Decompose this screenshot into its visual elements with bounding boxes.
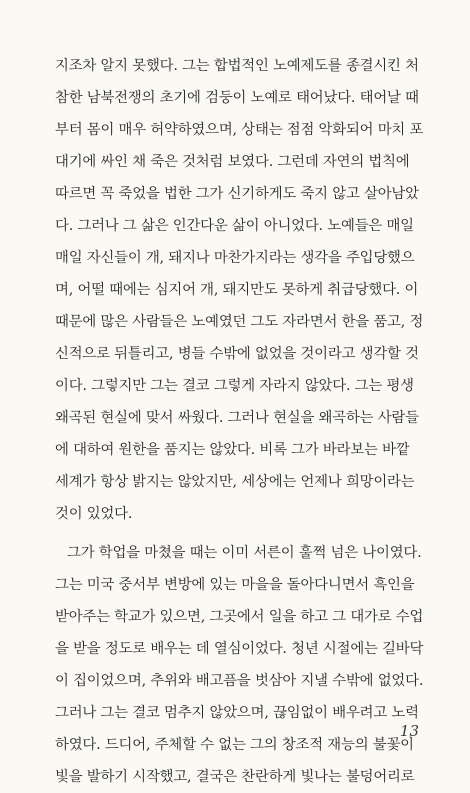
text-line: 이다. 그렇지만 그는 결코 그렇게 자라지 않았다. 그는 평생 bbox=[55, 378, 414, 394]
text-line: 그가 학업을 마쳤을 때는 이미 서른이 훌쩍 넘은 나이였다. bbox=[67, 545, 422, 561]
paragraph-1 bbox=[55, 50, 430, 530]
text-line: 며, 어떨 때에는 심지어 개, 돼지만도 못하게 취급당했다. 이 bbox=[55, 282, 419, 298]
text-line: 다. 그러나 그 삶은 인간다운 삶이 아니었다. 노예들은 매일 bbox=[55, 218, 414, 234]
text-line: 대기에 싸인 채 죽은 것처럼 보였다. 그런데 자연의 법칙에 bbox=[55, 154, 410, 170]
text-line: 부터 몸이 매우 허약하였으며, 상태는 점점 악화되어 마치 포 bbox=[55, 122, 424, 138]
text-line: 참한 남북전쟁의 초기에 검둥이 노예로 태어났다. 태어날 때 bbox=[55, 90, 419, 106]
text-line: 지조차 알지 못했다. 그는 합법적인 노예제도를 종결시킨 처 bbox=[55, 58, 419, 74]
text-line: 그러나 그는 결코 멈추지 않았으며, 끊임없이 배우려고 노력 bbox=[55, 705, 419, 721]
page-number: 13 bbox=[399, 722, 419, 740]
text-line: 빛을 발하기 시작했고, 결국은 찬란하게 빛나는 불덩어리로 bbox=[55, 769, 415, 785]
text-line: 이 집이었으며, 추위와 배고픔을 벗삼아 지낼 수밖에 없었다. bbox=[55, 673, 424, 689]
body-text bbox=[55, 50, 430, 793]
text-line: 것이 있었다. bbox=[55, 506, 133, 522]
text-line: 따르면 꼭 죽었을 법한 그가 신기하게도 죽지 않고 살아남았 bbox=[55, 186, 419, 202]
text-line: 왜곡된 현실에 맞서 싸웠다. 그러나 현실을 왜곡하는 사람들 bbox=[55, 410, 419, 426]
text-line: 을 받을 정도로 배우는 데 열심이었다. 청년 시절에는 길바닥 bbox=[55, 641, 424, 657]
text-line: 매일 자신들이 개, 돼지나 마찬가지라는 생각을 주입당했으 bbox=[55, 250, 415, 266]
text-line: 받아주는 학교가 있으면, 그곳에서 일을 하고 그 대가로 수업 bbox=[55, 609, 424, 625]
text-line: 세계가 항상 밝지는 않았지만, 세상에는 언제나 희망이라는 bbox=[55, 474, 415, 490]
text-line: 에 대하여 원한을 품지는 않았다. 비록 그가 바라보는 바깥 bbox=[55, 442, 410, 458]
text-line: 신적으로 뒤틀리고, 병들 수밖에 없었을 것이라고 생각할 것 bbox=[55, 346, 419, 362]
paragraph-2 bbox=[55, 537, 430, 793]
text-line: 그는 미국 중서부 변방에 있는 마을을 돌아다니면서 흑인을 bbox=[55, 577, 415, 593]
paragraph-gap bbox=[55, 530, 430, 537]
text-line: 하였다. 드디어, 주체할 수 없는 그의 창조적 재능의 불꽃이 bbox=[55, 737, 414, 753]
text-line: 때문에 많은 사람들은 노예였던 그도 자라면서 한을 품고, 정 bbox=[55, 314, 424, 330]
